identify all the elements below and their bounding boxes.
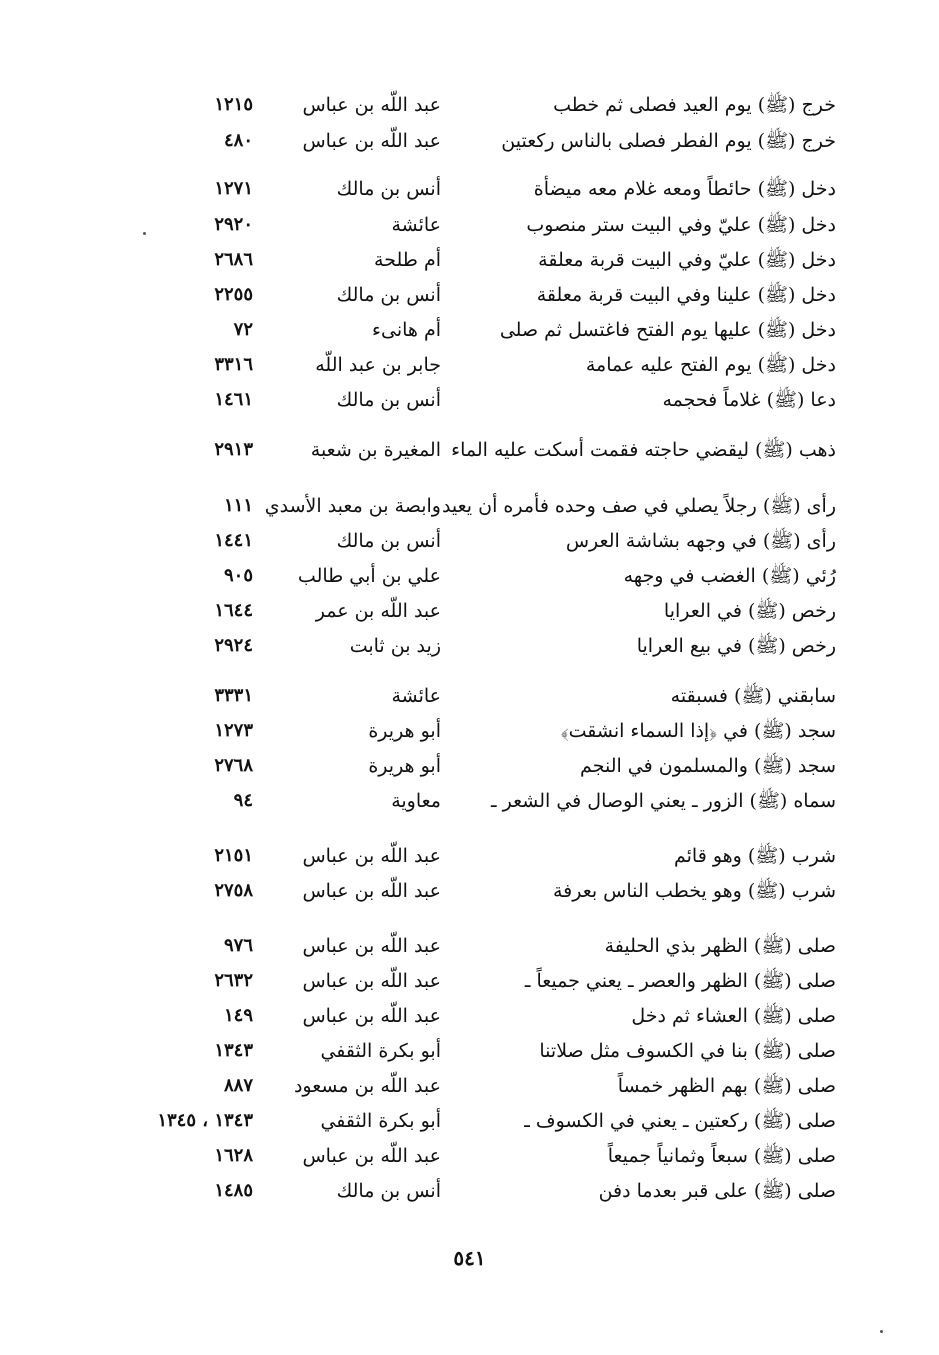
hadith-number: ٩٤ <box>233 790 253 811</box>
table-row <box>0 489 939 523</box>
hadith-text: رخص (ﷺ) في بيع العرايا <box>636 635 836 657</box>
narrator-name: عبد اللّه بن عباس <box>302 970 441 992</box>
scan-speck <box>880 1330 883 1333</box>
narrator-name: جابر بن عبد اللّه <box>315 354 441 376</box>
hadith-text: صلى (ﷺ) الظهر بذي الحليفة <box>604 935 836 957</box>
table-row <box>0 784 939 818</box>
hadith-text: سجد (ﷺ) والمسلمون في النجم <box>580 755 836 777</box>
hadith-number: ٧٢ <box>233 319 253 340</box>
hadith-number: ٢٩١٣ <box>214 439 253 460</box>
narrator-name: عبد اللّه بن عباس <box>302 1145 441 1167</box>
narrator-name: عبد اللّه بن عباس <box>302 880 441 902</box>
hadith-number: ١٦٤٤ <box>214 600 253 621</box>
table-row <box>0 964 939 998</box>
hadith-text: سجد (ﷺ) في ﴿إذا السماء انشقت﴾ <box>560 720 836 742</box>
hadith-text: دخل (ﷺ) حائطاً ومعه غلام معه ميضأة <box>533 178 836 200</box>
hadith-number: ١٤٦١ <box>214 389 253 410</box>
narrator-name: أبو هريرة <box>368 755 441 777</box>
table-row <box>0 1069 939 1103</box>
hadith-text: خرج (ﷺ) يوم العيد فصلى ثم خطب <box>553 94 836 116</box>
table-row <box>0 1139 939 1173</box>
table-row <box>0 433 939 467</box>
hadith-number: ١٢١٥ <box>214 94 253 115</box>
table-row <box>0 383 939 417</box>
table-row <box>0 524 939 558</box>
hadith-text: ذهب (ﷺ) ليقضي حاجته فقمت أسكت عليه الماء <box>451 439 836 461</box>
table-row <box>0 348 939 382</box>
narrator-name: عبد اللّه بن عباس <box>302 1005 441 1027</box>
hadith-text: شرب (ﷺ) وهو يخطب الناس بعرفة <box>552 880 836 902</box>
table-row <box>0 313 939 347</box>
hadith-number: ٢٩٢٠ <box>214 214 253 235</box>
table-row <box>0 929 939 963</box>
narrator-name: أنس بن مالك <box>336 1180 441 1202</box>
hadith-text: خرج (ﷺ) يوم الفطر فصلى بالناس ركعتين <box>501 130 836 152</box>
narrator-name: معاوية <box>391 790 441 812</box>
hadith-text: دخل (ﷺ) عليها يوم الفتح فاغتسل ثم صلى <box>499 319 836 341</box>
hadith-number: ٤٨٠ <box>223 130 253 151</box>
narrator-name: عبد اللّه بن عباس <box>302 935 441 957</box>
narrator-name: عبد اللّه بن عباس <box>302 94 441 116</box>
hadith-text: رأى (ﷺ) في وجهه بشاشة العرس <box>565 530 836 552</box>
hadith-text: صلى (ﷺ) سبعاً وثمانياً جميعاً <box>607 1145 836 1167</box>
hadith-text: دخل (ﷺ) يوم الفتح عليه عمامة <box>585 354 836 376</box>
table-row <box>0 124 939 158</box>
narrator-name: علي بن أبي طالب <box>297 565 441 587</box>
hadith-text: صلى (ﷺ) على قبر بعدما دفن <box>598 1180 836 1202</box>
hadith-number: ٣٣١٦ <box>214 354 253 375</box>
hadith-number: ١٢٧٣ <box>214 720 253 741</box>
table-row <box>0 88 939 122</box>
narrator-name: أنس بن مالك <box>336 284 441 306</box>
narrator-name: المغيرة بن شعبة <box>310 439 441 461</box>
hadith-text: سابقني (ﷺ) فسبقته <box>670 685 836 707</box>
table-row <box>0 1034 939 1068</box>
hadith-text: دخل (ﷺ) علينا وفي البيت قربة معلقة <box>536 284 836 306</box>
narrator-name: عائشة <box>391 685 441 707</box>
table-row <box>0 208 939 242</box>
scan-speck <box>143 232 146 235</box>
hadith-text: رأى (ﷺ) رجلاً يصلي في صف وحده فأمره أن يعيد <box>441 495 836 517</box>
table-row <box>0 172 939 206</box>
narrator-name: عبد اللّه بن مسعود <box>293 1075 441 1097</box>
hadith-number: ٢٢٥٥ <box>214 284 253 305</box>
table-row <box>0 559 939 593</box>
hadith-text: صلى (ﷺ) بنا في الكسوف مثل صلاتنا <box>539 1040 836 1062</box>
hadith-number: ١١١ <box>223 495 253 516</box>
narrator-name: عائشة <box>391 214 441 236</box>
hadith-number: ١٤٤١ <box>214 530 253 551</box>
narrator-name: أبو هريرة <box>368 720 441 742</box>
hadith-number: ٣٣٣١ <box>214 685 253 706</box>
hadith-text: صلى (ﷺ) بهم الظهر خمساً <box>617 1075 836 1097</box>
hadith-text: صلى (ﷺ) العشاء ثم دخل <box>631 1005 836 1027</box>
table-row <box>0 999 939 1033</box>
hadith-text: دعا (ﷺ) غلاماً فحجمه <box>662 389 836 411</box>
hadith-text: دخل (ﷺ) عليّ وفي البيت ستر منصوب <box>526 214 836 236</box>
hadith-number: ١٣٤٣ ، ١٣٤٥ <box>157 1110 253 1131</box>
hadith-text: صلى (ﷺ) الظهر والعصر ـ يعني جميعاً ـ <box>524 970 836 992</box>
hadith-text: سماه (ﷺ) الزور ـ يعني الوصال في الشعر ـ <box>491 790 836 812</box>
hadith-number: ٢١٥١ <box>214 845 253 866</box>
table-row <box>0 749 939 783</box>
hadith-number: ٩٧٦ <box>223 935 253 956</box>
table-row <box>0 629 939 663</box>
hadith-number: ١٦٢٨ <box>214 1145 253 1166</box>
hadith-number: ٢٧٥٨ <box>214 880 253 901</box>
narrator-name: أنس بن مالك <box>336 530 441 552</box>
narrator-name: أم هانىء <box>372 319 441 341</box>
narrator-name: أنس بن مالك <box>336 178 441 200</box>
narrator-name: أبو بكرة الثقفي <box>320 1110 441 1132</box>
hadith-number: ١٤٩ <box>223 1005 253 1026</box>
hadith-number: ٢٧٦٨ <box>214 755 253 776</box>
table-row <box>0 839 939 873</box>
hadith-number: ٢٦٨٦ <box>214 249 253 270</box>
narrator-name: أبو بكرة الثقفي <box>320 1040 441 1062</box>
table-row <box>0 874 939 908</box>
hadith-text: صلى (ﷺ) ركعتين ـ يعني في الكسوف ـ <box>524 1110 836 1132</box>
hadith-number: ١٢٧١ <box>214 178 253 199</box>
table-row <box>0 1104 939 1138</box>
narrator-name: زيد بن ثابت <box>349 635 441 657</box>
hadith-text: رُئي (ﷺ) الغضب في وجهه <box>623 565 836 587</box>
table-row <box>0 243 939 277</box>
hadith-number: ٩٠٥ <box>223 565 253 586</box>
hadith-text: شرب (ﷺ) وهو قائم <box>673 845 836 867</box>
page-number: ٥٤١ <box>453 1246 486 1270</box>
narrator-name: عبد اللّه بن عباس <box>302 845 441 867</box>
narrator-name: وابصة بن معبد الأسدي <box>264 495 441 517</box>
hadith-number: ٢٩٢٤ <box>214 635 253 656</box>
narrator-name: عبد اللّه بن عمر <box>315 600 441 622</box>
hadith-number: ١٣٤٣ <box>214 1040 253 1061</box>
table-row <box>0 594 939 628</box>
table-row <box>0 1174 939 1208</box>
narrator-name: أم طلحة <box>374 249 441 271</box>
hadith-number: ١٤٨٥ <box>214 1180 253 1201</box>
narrator-name: أنس بن مالك <box>336 389 441 411</box>
hadith-number: ٨٨٧ <box>223 1075 253 1096</box>
narrator-name: عبد اللّه بن عباس <box>302 130 441 152</box>
hadith-text: دخل (ﷺ) عليّ وفي البيت قربة معلقة <box>538 249 836 271</box>
table-row <box>0 278 939 312</box>
table-row <box>0 679 939 713</box>
table-row <box>0 714 939 748</box>
hadith-text: رخص (ﷺ) في العرايا <box>663 600 836 622</box>
hadith-number: ٢٦٣٢ <box>214 970 253 991</box>
